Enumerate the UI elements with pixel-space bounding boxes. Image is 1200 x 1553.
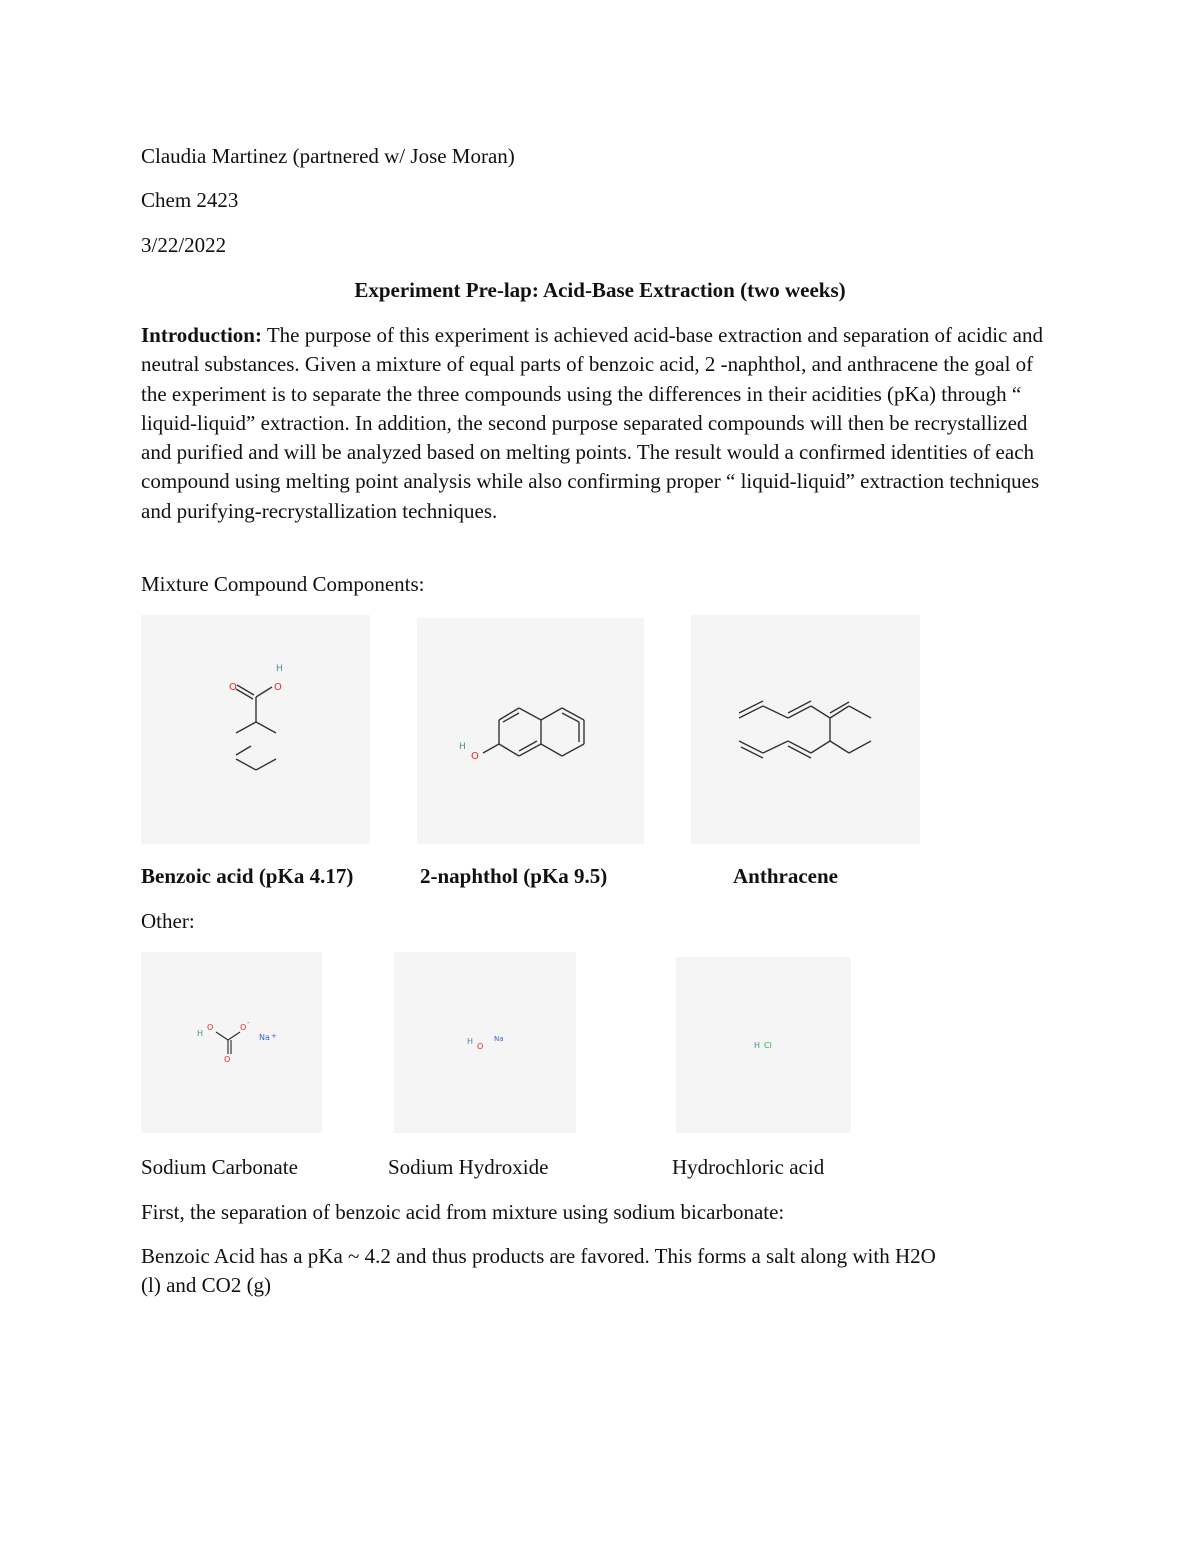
oxygen-atom: O <box>471 751 479 762</box>
step1-detail-line2: (l) and CO2 (g) <box>141 1273 272 1297</box>
benzoic-acid-structure <box>141 615 370 844</box>
oxygen-atom: O <box>240 1023 247 1032</box>
anthracene-structure <box>691 615 920 844</box>
benzoic-acid-label: Benzoic acid (pKa 4.17) <box>141 864 354 888</box>
introduction-text: The purpose of this experiment is achieved acid-base extraction and separation of acidic and neutral substances. Given a mixture of equal parts of benzoic acid, 2 -naphthol, and anthracene the goal of the experiment is to separate the three compounds using the differences in their acidities (pKa) through “ liquid-liquid” extraction. In addition, the second purpose separated compounds will then be recrystallized and purified and will be analyzed based on melting points. The result would a confirmed identities of each compound using melting point analysis while also confirming proper “ liquid-liquid” extraction techniques and purifying-recrystallization techniques. <box>141 323 1043 523</box>
oxygen-atom: O <box>224 1055 231 1064</box>
mixture-heading: Mixture Compound Components: <box>141 572 425 596</box>
charge-sign: - <box>247 1019 250 1027</box>
anthracene-label: Anthracene <box>733 864 838 888</box>
hydrochloric-acid-structure <box>676 957 851 1133</box>
sodium-atom: Na <box>259 1033 270 1042</box>
other-heading: Other: <box>141 909 195 933</box>
hydrogen-atom: H <box>197 1029 204 1038</box>
sodium-atom: Na <box>494 1035 504 1043</box>
step1-text: First, the separation of benzoic acid from mixture using sodium bicarbonate: <box>141 1200 785 1224</box>
hydrogen-atom: H <box>459 742 466 752</box>
2-naphthol-label: 2-naphthol (pKa 9.5) <box>420 864 608 888</box>
hydrochloric-acid-label: Hydrochloric acid <box>672 1155 825 1179</box>
oxygen-atom: O <box>207 1023 214 1032</box>
charge-sign: + <box>271 1032 277 1040</box>
hydrogen-atom: H <box>467 1037 474 1046</box>
date-line: 3/22/2022 <box>141 233 227 257</box>
introduction-paragraph <box>141 321 1061 526</box>
hydrogen-atom: H <box>754 1041 761 1050</box>
sodium-hydroxide-structure <box>394 952 576 1133</box>
oxygen-atom: O <box>477 1042 484 1051</box>
sodium-hydroxide-label: Sodium Hydroxide <box>388 1155 549 1179</box>
step1-detail-line1: Benzoic Acid has a pKa ~ 4.2 and thus products are favored. This forms a salt along with H2O <box>141 1244 936 1268</box>
sodium-carbonate-label: Sodium Carbonate <box>141 1155 298 1179</box>
oxygen-atom: O <box>229 682 237 693</box>
sodium-carbonate-structure <box>141 952 322 1133</box>
document-title: Experiment Pre-lap: Acid-Base Extraction (two weeks) <box>354 278 846 302</box>
course-line: Chem 2423 <box>141 188 239 212</box>
chlorine-atom: Cl <box>764 1041 772 1050</box>
oxygen-atom: O <box>274 682 282 693</box>
hydrogen-atom: H <box>276 664 283 674</box>
introduction-label: Introduction: <box>141 323 262 347</box>
2-naphthol-structure <box>417 618 644 844</box>
author-line: Claudia Martinez (partnered w/ Jose Moran) <box>141 144 515 168</box>
